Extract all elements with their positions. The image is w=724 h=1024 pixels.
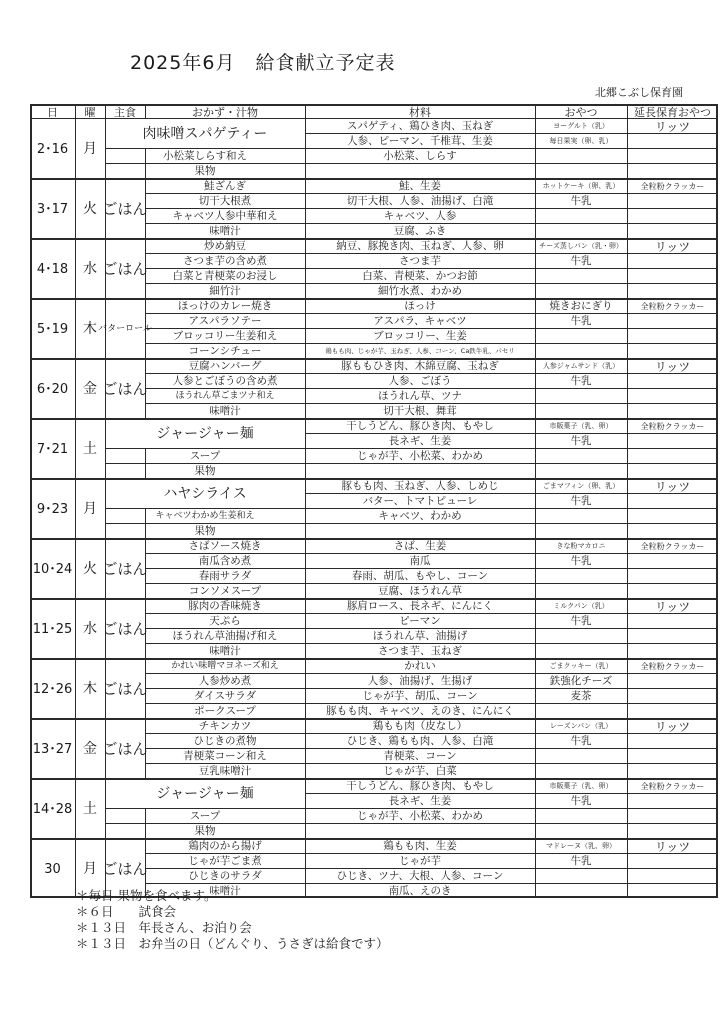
table-rule-horizontal	[305, 673, 718, 674]
ingredient-item: 細竹水煮、わかめ	[378, 285, 462, 298]
main-dish-merged: ジャージャー麺	[156, 426, 254, 442]
extended-snack-item: 全粒粉クラッカー	[640, 421, 705, 431]
table-rule-horizontal	[145, 673, 305, 674]
date-cell: 10･24	[32, 561, 73, 577]
table-rule-vertical	[75, 298, 76, 358]
table-rule-horizontal	[305, 208, 718, 209]
snack-item: ヨーグルト（乳）	[553, 122, 609, 130]
extended-snack-item: リッツ	[654, 119, 691, 134]
snack-item: 牛乳	[570, 795, 592, 808]
dish-item: ひじきのサラダ	[188, 870, 262, 883]
table-rule-vertical	[75, 238, 76, 298]
table-rule-horizontal	[305, 703, 718, 704]
extended-snack-item: リッツ	[654, 239, 691, 254]
weekday-cell: 火	[83, 561, 97, 577]
snack-item: 毎日果実（卵、乳）	[549, 137, 613, 145]
ingredient-item: さつま芋、玉ねぎ	[378, 645, 462, 658]
table-rule-horizontal	[305, 868, 718, 869]
page-title: 2025年6月 給食献立予定表	[130, 52, 396, 74]
date-cell: 11･25	[32, 621, 73, 637]
ingredient-item: 切干大根、舞茸	[383, 405, 457, 418]
table-rule-horizontal	[145, 568, 305, 569]
snack-item: 牛乳	[570, 255, 592, 268]
table-rule-horizontal	[145, 763, 305, 764]
ingredient-item: キャベツ、わかめ	[378, 510, 462, 523]
ingredient-item: 南瓜、えのき	[388, 885, 452, 898]
ingredient-item: 人参、油揚げ、生揚げ	[367, 675, 473, 688]
ingredient-item: じゃが芋、白菜	[383, 765, 457, 778]
weekday-cell: 金	[83, 381, 97, 397]
table-rule-horizontal	[305, 823, 718, 824]
date-cell: 14･28	[32, 801, 73, 817]
snack-item: 牛乳	[570, 315, 592, 328]
dish-item: ひじきの煮物	[193, 735, 257, 748]
table-rule-horizontal	[105, 523, 305, 524]
ingredient-item: 白菜、青梗菜、かつお節	[362, 270, 478, 283]
ingredient-item: 長ネギ、生姜	[388, 435, 452, 448]
dish-item: ほうれん草油揚げ和え	[172, 630, 278, 643]
note-line: ＊１３日 年長さん、お泊り会	[76, 920, 252, 935]
table-rule-horizontal	[30, 658, 718, 660]
table-rule-horizontal	[305, 433, 718, 434]
dish-item: スープ	[189, 810, 221, 823]
table-rule-horizontal	[305, 508, 718, 509]
table-rule-horizontal	[105, 448, 305, 449]
weekday-cell: 月	[83, 861, 97, 877]
table-rule-horizontal	[305, 688, 718, 689]
snack-item: 鉄強化チーズ	[549, 675, 613, 688]
snack-item: ごまクッキー（乳）	[549, 662, 613, 670]
extended-snack-item: 全粒粉クラッカー	[640, 181, 705, 191]
weekday-cell: 土	[83, 441, 97, 457]
weekday-cell: 土	[83, 801, 97, 817]
table-rule-horizontal	[305, 148, 718, 149]
table-rule-horizontal	[305, 553, 718, 554]
table-rule-horizontal	[105, 463, 305, 464]
header-day: 日	[47, 105, 58, 119]
ingredient-item: 豚肩ロース、長ネギ、にんにく	[346, 600, 494, 613]
table-rule-horizontal	[305, 313, 718, 314]
staple-cell: ごはん	[102, 679, 148, 698]
extended-snack-item: 全粒粉クラッカー	[640, 661, 705, 671]
dish-item: 味噌汁	[209, 885, 241, 898]
table-rule-vertical	[75, 538, 76, 598]
snack-item: マドレーヌ（乳、卵）	[546, 842, 616, 850]
ingredient-item: 長ネギ、生姜	[388, 795, 452, 808]
ingredient-item: 干しうどん、豚ひき肉、もやし	[346, 780, 494, 793]
weekday-cell: 水	[83, 261, 97, 277]
dish-item: 果物	[194, 465, 216, 478]
table-rule-horizontal	[305, 403, 718, 404]
ingredient-item: アスパラ、キャベツ	[373, 315, 467, 328]
dish-item: 味噌汁	[209, 405, 241, 418]
snack-item: 牛乳	[570, 615, 592, 628]
ingredient-item: バター、トマトピューレ	[362, 495, 478, 508]
dish-item: 切干大根煮	[198, 195, 252, 208]
dish-item: 人参炒め煮	[198, 675, 252, 688]
dish-item: 豆腐ハンバーグ	[188, 360, 262, 373]
date-cell: 3･17	[36, 201, 69, 217]
weekday-cell: 金	[83, 741, 97, 757]
note-line: ＊６日 試食会	[76, 904, 177, 919]
date-cell: 30	[44, 861, 61, 877]
ingredient-item: 人参、ピーマン、千椎茸、生姜	[347, 135, 493, 148]
ingredient-item: 春雨、胡瓜、もやし、コーン	[351, 570, 489, 583]
table-rule-horizontal	[305, 568, 718, 569]
dish-item: ほうれん草ごまツナ和え	[175, 391, 275, 401]
ingredient-item: さば、生姜	[393, 540, 447, 553]
ingredient-item: じゃが芋、小松菜、わかめ	[357, 810, 483, 823]
table-rule-vertical	[75, 478, 76, 538]
table-rule-horizontal	[145, 313, 305, 314]
dish-item: 天ぷら	[209, 615, 241, 628]
table-rule-vertical	[75, 118, 76, 178]
table-rule-vertical	[627, 104, 628, 118]
table-rule-horizontal	[145, 643, 305, 644]
ingredient-item: じゃが芋、小松菜、わかめ	[357, 450, 483, 463]
header-snack: おやつ	[564, 105, 598, 119]
table-rule-vertical	[535, 104, 536, 118]
table-rule-horizontal	[145, 403, 305, 404]
weekday-cell: 月	[83, 501, 97, 517]
notes	[76, 885, 389, 952]
ingredient-item: 豚ももひき肉、木綿豆腐、玉ねぎ	[341, 360, 499, 373]
ingredient-item: 鮭、生姜	[399, 180, 441, 193]
dish-item: アスパラソテー	[188, 315, 262, 328]
dish-item: コーンシチュー	[188, 345, 262, 358]
dish-item: ポークスープ	[194, 705, 256, 718]
date-cell: 13･27	[32, 741, 73, 757]
ingredient-item: スパゲティ、鶏ひき肉、玉ねぎ	[346, 120, 494, 133]
dish-item: キャベツわかめ生姜和え	[155, 511, 255, 521]
ingredient-item: 切干大根、人参、油揚げ、白滝	[346, 195, 494, 208]
dish-item: ほっけのカレー焼き	[177, 300, 273, 313]
date-cell: 9･23	[36, 501, 69, 517]
extended-snack-item: 全粒粉クラッカー	[640, 301, 705, 311]
snack-item: 牛乳	[570, 555, 592, 568]
table-rule-horizontal	[145, 748, 305, 749]
date-cell: 7･21	[36, 441, 69, 457]
table-rule-vertical	[105, 104, 106, 118]
dish-item: 豆乳味噌汁	[198, 765, 252, 778]
table-rule-vertical	[75, 658, 76, 718]
snack-item: ホットケーキ（卵、乳）	[542, 182, 620, 190]
date-cell: 4･18	[36, 261, 69, 277]
table-rule-horizontal	[305, 463, 718, 464]
table-rule-horizontal	[145, 373, 305, 374]
table-rule-horizontal	[305, 283, 718, 284]
table-rule-horizontal	[145, 208, 305, 209]
ingredient-item: かれい	[404, 660, 436, 673]
snack-item: チーズ蒸しパン（乳・卵）	[539, 242, 623, 250]
ingredient-item: 青梗菜、コーン	[383, 750, 457, 763]
snack-item: レーズンパン（乳）	[549, 722, 613, 730]
table-rule-horizontal	[305, 328, 718, 329]
snack-item: 牛乳	[570, 855, 592, 868]
table-rule-horizontal	[305, 763, 718, 764]
dish-item: 青梗菜コーン和え	[183, 750, 267, 763]
ingredient-item: ほっけ	[404, 300, 436, 313]
extended-snack-item: リッツ	[654, 479, 691, 494]
table-rule-horizontal	[305, 748, 718, 749]
table-rule-horizontal	[305, 193, 718, 194]
snack-item: 牛乳	[570, 375, 592, 388]
dish-item: チキンカツ	[198, 720, 252, 733]
ingredient-item: 豆腐、ほうれん草	[378, 585, 462, 598]
table-rule-horizontal	[145, 883, 305, 884]
ingredient-item: ブロッコリー、生姜	[373, 330, 467, 343]
table-rule-horizontal	[305, 643, 718, 644]
dish-item: 炒め納豆	[204, 240, 246, 253]
table-rule-horizontal	[105, 163, 305, 164]
dish-item: ダイスサラダ	[193, 690, 257, 703]
table-rule-horizontal	[145, 868, 305, 869]
table-rule-horizontal	[305, 808, 718, 809]
extended-snack-item: リッツ	[654, 719, 691, 734]
snack-item: 牛乳	[570, 495, 592, 508]
dish-item: じゃが芋ごま煮	[188, 855, 262, 868]
staple-cell: ごはん	[102, 379, 148, 398]
dish-item: キャベツ人参中華和え	[172, 210, 278, 223]
date-cell: 6･20	[36, 381, 69, 397]
extended-snack-item: 全粒粉クラッカー	[640, 781, 705, 791]
dish-item: 人参とごぼうの含め煮	[172, 375, 278, 388]
ingredient-item: 人参、ごぼう	[388, 375, 452, 388]
dish-item: 細竹汁	[209, 285, 241, 298]
dish-item: スープ	[189, 450, 221, 463]
table-rule-horizontal	[145, 553, 305, 554]
dish-item: 果物	[194, 525, 216, 538]
ingredient-item: じゃが芋、胡瓜、コーン	[362, 690, 478, 703]
staple-cell: ごはん	[102, 859, 148, 878]
note-line: ＊毎日 果物を食べます。	[76, 888, 217, 903]
dish-item: ブロッコリー生姜和え	[172, 330, 278, 343]
snack-item: 人参ジャムサンド（乳）	[542, 362, 620, 370]
ingredient-item: 小松菜、しらす	[383, 150, 457, 163]
dish-item: 味噌汁	[209, 225, 241, 238]
snack-item: ミルクパン（乳）	[553, 602, 609, 610]
weekday-cell: 木	[83, 321, 97, 337]
snack-item: 焼きおにぎり	[549, 300, 613, 313]
table-rule-horizontal	[145, 343, 305, 344]
table-rule-horizontal	[305, 883, 718, 884]
header-extended: 延長保育おやつ	[634, 105, 711, 119]
header-ingredients: 材料	[409, 105, 431, 119]
table-rule-horizontal	[105, 808, 305, 809]
table-rule-horizontal	[145, 388, 305, 389]
snack-item: 牛乳	[570, 435, 592, 448]
weekday-cell: 水	[83, 621, 97, 637]
table-rule-horizontal	[305, 793, 718, 794]
dish-item: 果物	[194, 165, 216, 178]
ingredient-item: ひじき、鶏もも肉、人参、白滝	[346, 735, 494, 748]
main-dish-merged: ジャージャー麺	[156, 786, 254, 802]
dish-item: 果物	[194, 825, 216, 838]
table-rule-horizontal	[305, 448, 718, 449]
ingredient-item: 豆腐、ふき	[393, 225, 447, 238]
table-rule-horizontal	[105, 508, 305, 509]
table-rule-horizontal	[30, 298, 718, 300]
table-rule-horizontal	[105, 148, 305, 149]
ingredient-item: 干しうどん、豚ひき肉、もやし	[346, 420, 494, 433]
extended-snack-item: リッツ	[654, 359, 691, 374]
table-rule-vertical	[145, 104, 146, 118]
ingredient-item: 南瓜	[409, 555, 431, 568]
snack-item: 市販菓子（乳、卵）	[549, 782, 613, 790]
ingredient-item: ピーマン	[399, 615, 441, 628]
table-rule-horizontal	[305, 388, 718, 389]
table-rule-vertical	[75, 778, 76, 838]
dish-item: さばソース焼き	[188, 540, 262, 553]
table-rule-horizontal	[145, 583, 305, 584]
staple-cell: ごはん	[102, 559, 148, 578]
table-rule-horizontal	[305, 223, 718, 224]
organization-name: 北郷こぶし保育園	[595, 86, 683, 99]
staple-cell: ごはん	[102, 739, 148, 758]
table-rule-horizontal	[305, 583, 718, 584]
staple-cell: ごはん	[102, 619, 148, 638]
ingredient-item: ほうれん草、ツナ	[378, 390, 462, 403]
ingredient-item: ひじき、ツナ、大根、人参、コーン	[336, 870, 504, 883]
main-dish-merged: ハヤシライス	[163, 486, 247, 502]
snack-item: 牛乳	[570, 195, 592, 208]
ingredient-item: キャベツ、人参	[383, 210, 457, 223]
extended-snack-item: リッツ	[654, 599, 691, 614]
snack-item: 麦茶	[570, 690, 592, 703]
table-rule-vertical	[75, 358, 76, 418]
table-rule-horizontal	[305, 163, 718, 164]
table-rule-vertical	[75, 418, 76, 478]
header-dish: おかず・汁物	[192, 105, 258, 119]
date-cell: 5･19	[36, 321, 69, 337]
dish-item: 小松菜しらす和え	[163, 150, 247, 163]
date-cell: 12･26	[32, 681, 73, 697]
table-rule-horizontal	[145, 253, 305, 254]
staple-cell: バターロール	[98, 323, 152, 334]
ingredient-item: 豚もも肉、玉ねぎ、人参、しめじ	[341, 480, 499, 493]
table-rule-horizontal	[145, 688, 305, 689]
ingredient-item: 納豆、豚挽き肉、玉ねぎ、人参、卵	[336, 240, 504, 253]
dish-item: かれい味噌マヨネーズ和え	[171, 661, 279, 671]
ingredient-item: さつま芋	[399, 255, 441, 268]
table-rule-horizontal	[305, 268, 718, 269]
snack-item: 牛乳	[570, 735, 592, 748]
table-rule-horizontal	[145, 193, 305, 194]
ingredient-item: ほうれん草、油揚げ	[372, 630, 468, 643]
dish-item: 豚肉の香味焼き	[188, 600, 262, 613]
table-rule-horizontal	[145, 223, 305, 224]
table-rule-horizontal	[305, 523, 718, 524]
dish-item: さつま芋の含め煮	[183, 255, 267, 268]
snack-item: 市販菓子（乳、卵）	[549, 422, 613, 430]
ingredient-item: 鶏もも肉、生姜	[383, 840, 457, 853]
table-rule-horizontal	[145, 703, 305, 704]
table-rule-vertical	[305, 104, 306, 118]
main-dish-merged: 肉味噌スパゲティー	[142, 126, 268, 142]
table-rule-vertical	[75, 598, 76, 658]
staple-cell: ごはん	[102, 199, 148, 218]
snack-item: きな粉マカロニ	[556, 542, 606, 550]
dish-item: 南瓜含め煮	[198, 555, 252, 568]
dish-item: 味噌汁	[209, 645, 241, 658]
table-rule-vertical	[75, 178, 76, 238]
table-rule-horizontal	[145, 328, 305, 329]
ingredient-item: 鶏もも肉、じゃが芋、玉ねぎ、人参、コーン、Ca鉄牛乳、パセリ	[325, 347, 515, 356]
weekday-cell: 火	[83, 201, 97, 217]
note-line: ＊１３日 お弁当の日（どんぐり、うさぎは給食です）	[76, 936, 389, 951]
table-rule-vertical	[75, 718, 76, 778]
dish-item: 春雨サラダ	[198, 570, 252, 583]
weekday-cell: 木	[83, 681, 97, 697]
extended-snack-item: リッツ	[654, 839, 691, 854]
extended-snack-item: 全粒粉クラッカー	[640, 541, 705, 551]
table-rule-horizontal	[145, 628, 305, 629]
table-rule-horizontal	[145, 733, 305, 734]
table-rule-horizontal	[30, 178, 718, 180]
ingredient-item: 鶏もも肉（皮なし）	[372, 720, 468, 733]
dish-item: コンソメスープ	[188, 585, 262, 598]
dish-item: 鮭ざんぎ	[204, 180, 246, 193]
table-rule-horizontal	[145, 283, 305, 284]
staple-cell: ごはん	[102, 259, 148, 278]
date-cell: 2･16	[36, 141, 69, 157]
table-rule-horizontal	[105, 823, 305, 824]
header-dow: 曜	[84, 105, 96, 119]
ingredient-item: 豚もも肉、キャベツ、えのき、にんにく	[326, 705, 514, 718]
snack-item: ごまマフィン（卵、乳）	[542, 482, 620, 490]
table-rule-horizontal	[30, 538, 718, 540]
table-rule-vertical	[75, 104, 76, 118]
table-rule-horizontal	[145, 853, 305, 854]
table-rule-horizontal	[145, 268, 305, 269]
dish-item: 鶏肉のから揚げ	[188, 840, 262, 853]
ingredient-item: じゃが芋	[399, 855, 441, 868]
table-rule-horizontal	[305, 628, 718, 629]
header-staple: 主食	[114, 105, 136, 119]
weekday-cell: 月	[83, 141, 97, 157]
table-rule-horizontal	[30, 838, 718, 840]
dish-item: 白菜と青梗菜のお浸し	[172, 270, 278, 283]
table-rule-horizontal	[145, 613, 305, 614]
table-rule-horizontal	[305, 343, 718, 344]
